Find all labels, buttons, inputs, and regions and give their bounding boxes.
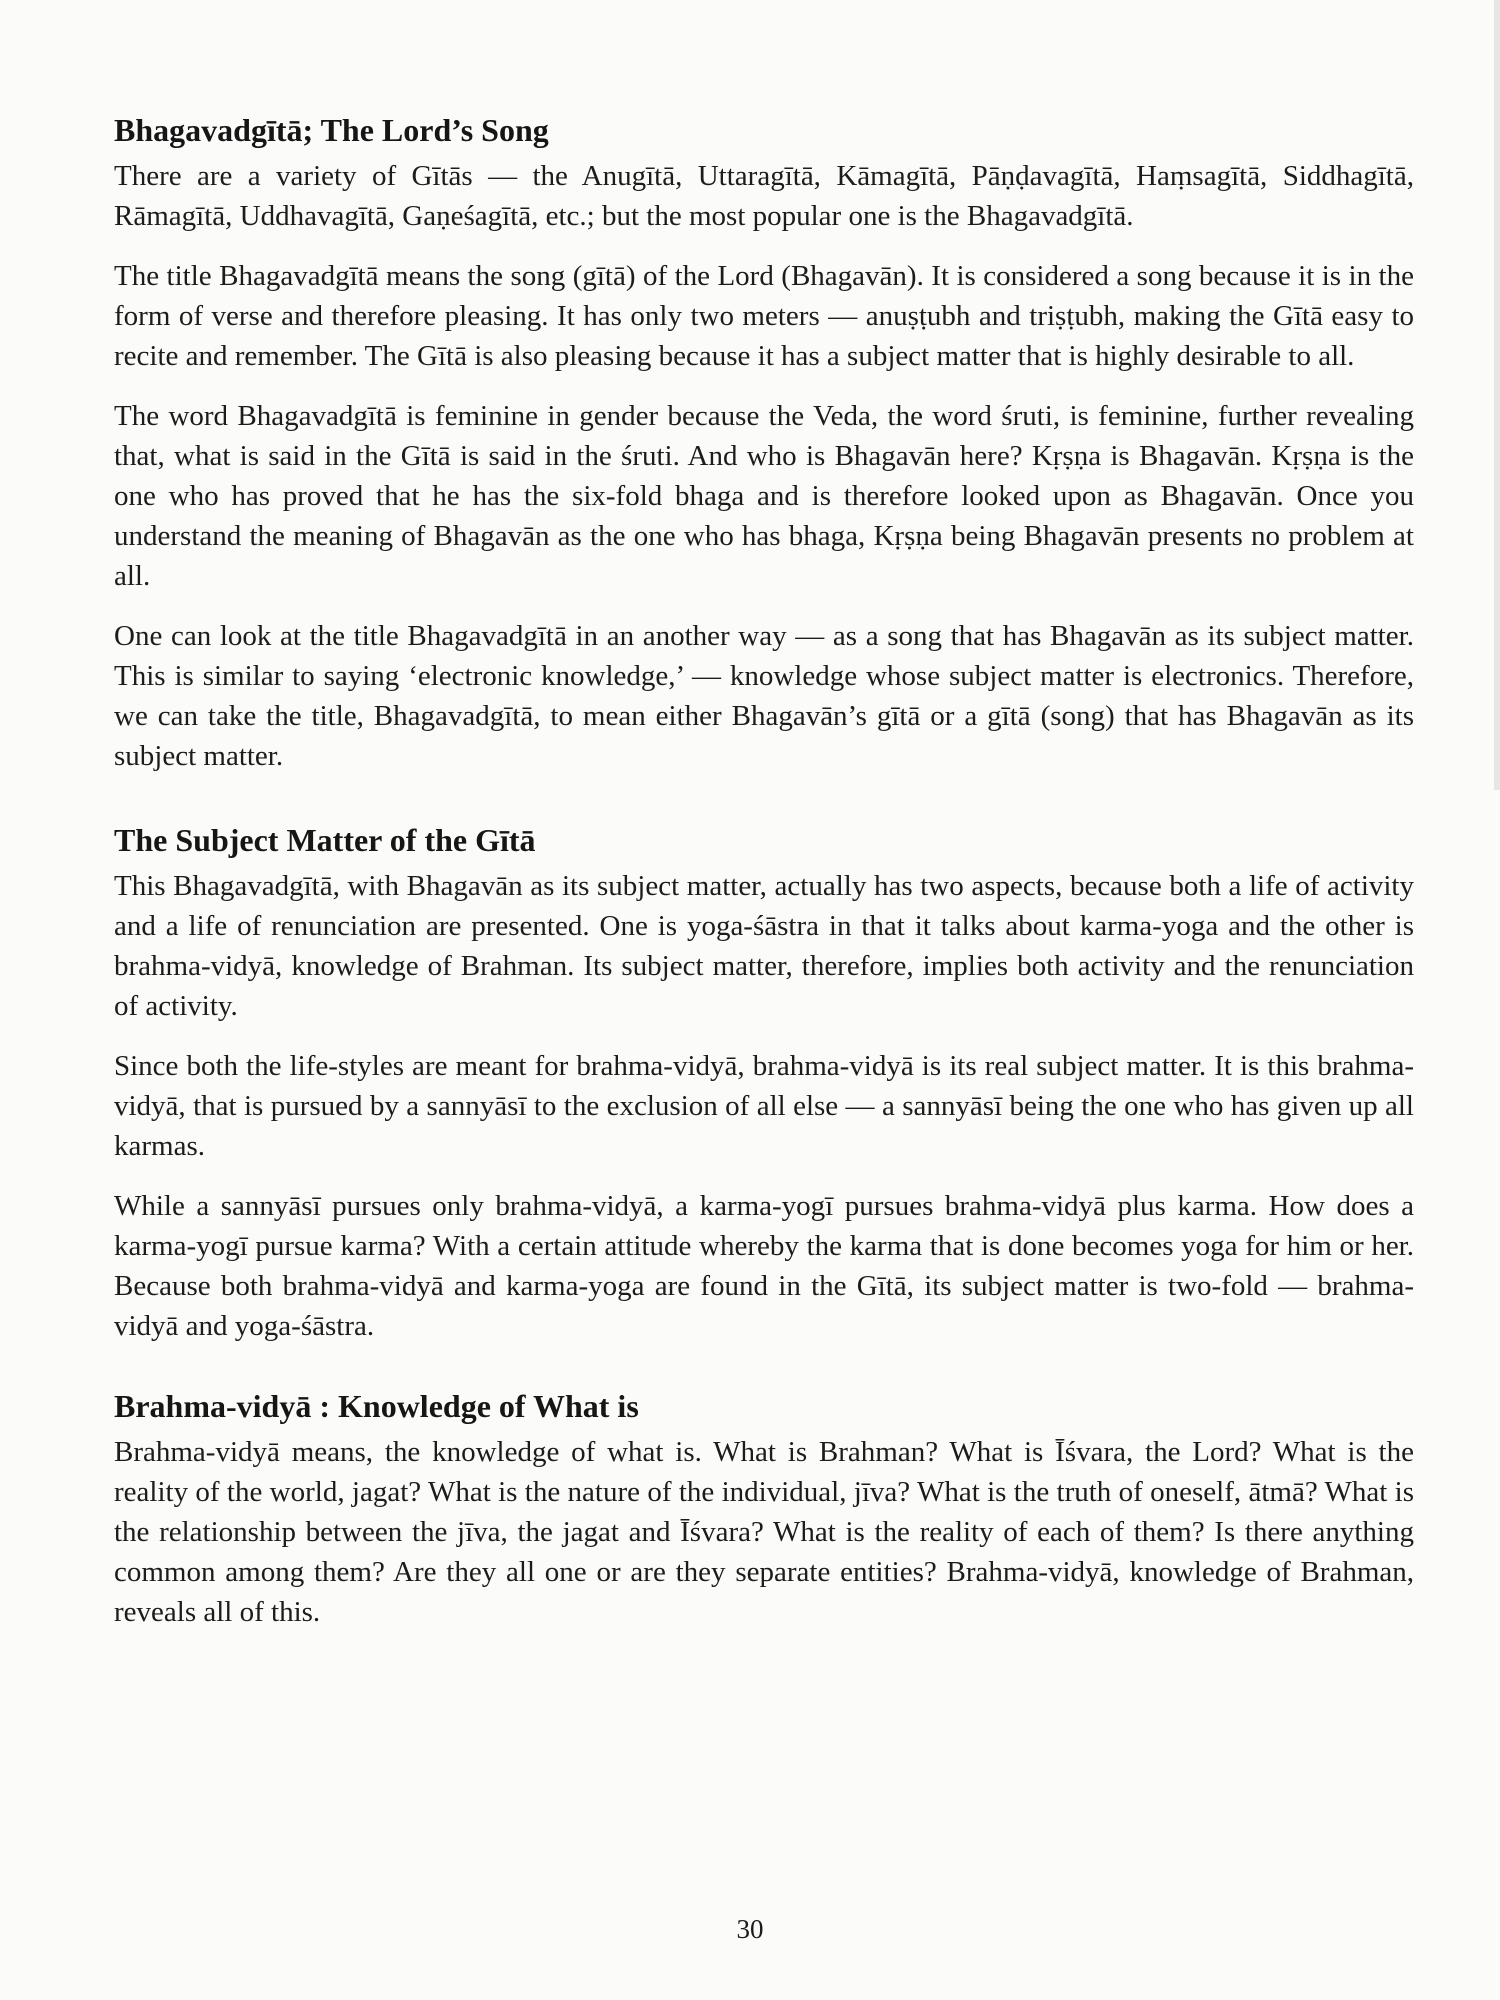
page-number: 30 <box>736 1914 764 1944</box>
paragraph: One can look at the title Bhagavadgītā in an another way — as a song that has Bhagavān as its subject matter. This is similar to saying ‘electronic knowledge,’ — knowledge whose subject matter is electronics. Therefore, we can take the title, Bhagavadgītā, to mean either Bhagavān’s gītā or a gītā (song) that has Bhagavān as its subject matter. <box>114 620 1414 772</box>
paragraph: While a sannyāsī pursues only brahma-vidyā, a karma-yogī pursues brahma-vidyā plus karma. How does a karma-yogī pursue karma? With a certain attitude whereby the karma that is done becomes yoga for him or her. Because both brahma-vidyā and karma-yoga are found in the Gītā, its subject matter is two-fold — brahma-vidyā and yoga-śāstra. <box>114 1190 1414 1342</box>
paragraph: Brahma-vidyā means, the knowledge of what is. What is Brahman? What is Īśvara, the Lord? What is the reality of the world, jagat? What is the nature of the individual, jīva? What is the truth of oneself, ātmā? What is the relationship between the jīva, the jagat and Īśvara? What is the reality of each of them? Is there anything common among them? Are they all one or are they separate entities? Brahma-vidyā, knowledge of Brahman, reveals all of this. <box>114 1436 1414 1628</box>
paragraph: Since both the life-styles are meant for brahma-vidyā, brahma-vidyā is its real subject matter. It is this brahma-vidyā, that is pursued by a sannyāsī to the exclusion of all else — a sannyāsī being the one who has given up all karmas. <box>114 1050 1414 1162</box>
page-edge-shadow <box>1494 0 1500 790</box>
section-heading-subject-matter: The Subject Matter of the Gītā <box>114 822 536 858</box>
section-heading-lords-song: Bhagavadgītā; The Lord’s Song <box>114 112 549 148</box>
section-heading-brahma-vidya: Brahma-vidyā : Knowledge of What is <box>114 1388 639 1424</box>
paragraph: This Bhagavadgītā, with Bhagavān as its subject matter, actually has two aspects, because both a life of activity and a life of renunciation are presented. One is yoga-śāstra in that it talks about karma-yoga and the other is brahma-vidyā, knowledge of Brahman. Its subject matter, therefore, implies both activity and the renunciation of activity. <box>114 870 1414 1022</box>
paragraph: The word Bhagavadgītā is feminine in gender because the Veda, the word śruti, is feminine, further revealing that, what is said in the Gītā is said in the śruti. And who is Bhagavān here? Kṛṣṇa is Bhagavān. Kṛṣṇa is the one who has proved that he has the six-fold bhaga and is therefore looked upon as Bhagavān. Once you understand the meaning of Bhagavān as the one who has bhaga, Kṛṣṇa being Bhagavān presents no problem at all. <box>114 400 1414 592</box>
book-page <box>114 108 1414 1652</box>
paragraph: The title Bhagavadgītā means the song (gītā) of the Lord (Bhagavān). It is considered a song because it is in the form of verse and therefore pleasing. It has only two meters — anuṣṭubh and triṣṭubh, making the Gītā easy to recite and remember. The Gītā is also pleasing because it has a subject matter that is highly desirable to all. <box>114 260 1414 372</box>
paragraph: There are a variety of Gītās — the Anugītā, Uttaragītā, Kāmagītā, Pāṇḍavagītā, Haṃsagītā, Siddhagītā, Rāmagītā, Uddhavagītā, Gaṇeśagītā, etc.; but the most popular one is the Bhagavadgītā. <box>114 160 1414 232</box>
